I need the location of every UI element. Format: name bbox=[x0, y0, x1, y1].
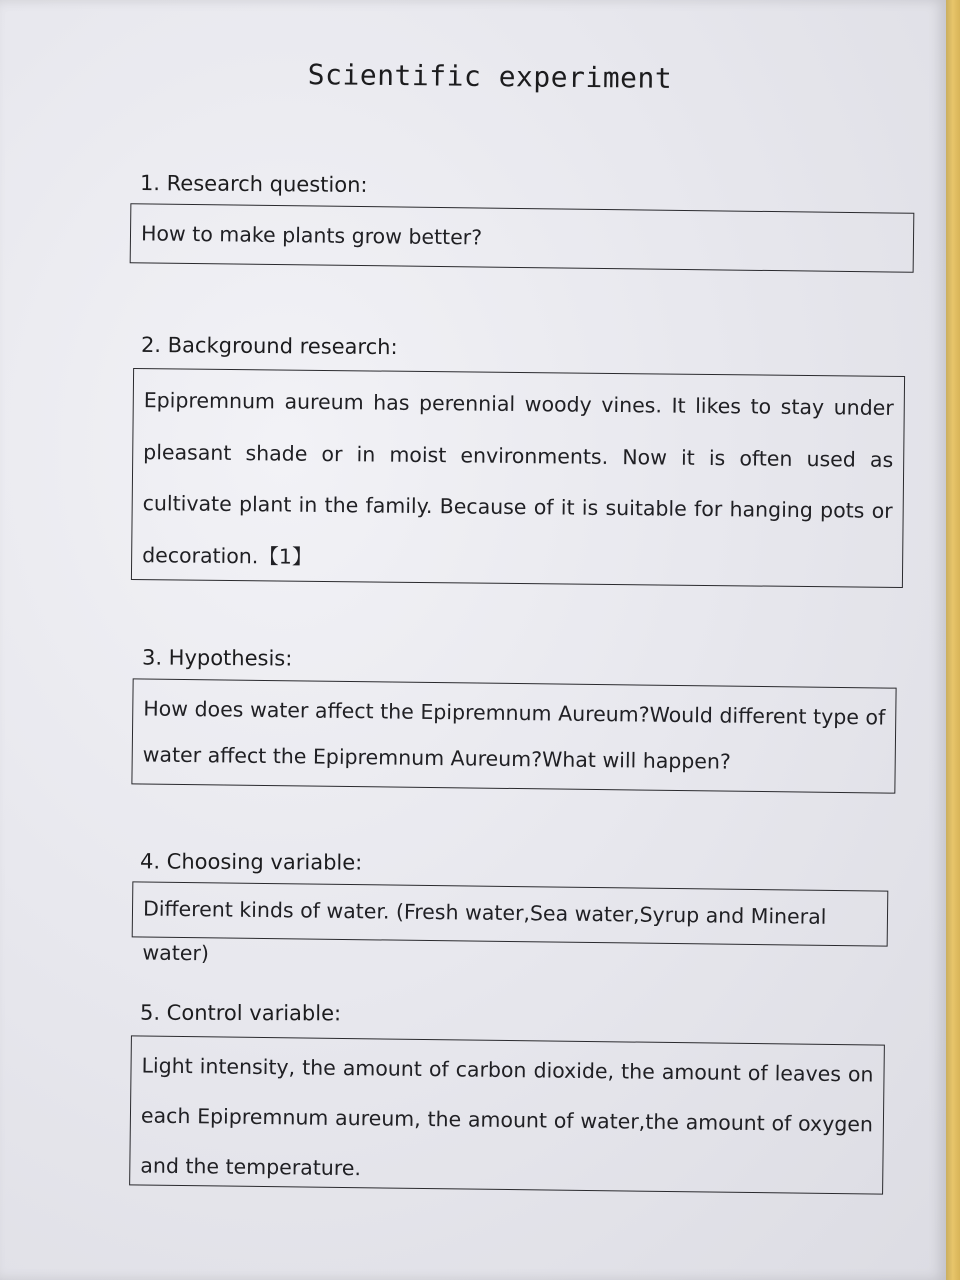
research-question-box bbox=[130, 203, 915, 273]
control-variable-box bbox=[129, 1035, 885, 1194]
control-variable-text: Light intensity, the amount of carbon dioxide, the amount of leaves on each Epipremnum aureum, the amount of water,the amount of oxygen and the temperature. bbox=[140, 1053, 874, 1181]
background-research-text: Epipremnum aureum has perennial woody vines. It likes to stay under pleasant shade or in moist environments. Now it is often used as cultivate plant in the family. Because of it is suitable for hanging pots or decoration.【1】 bbox=[142, 388, 894, 569]
hypothesis-text: How does water affect the Epipremnum Aureum?Would different type of water affect the Epipremnum Aureum?What will happen? bbox=[142, 696, 886, 774]
choosing-variable-text: Different kinds of water. (Fresh water,Sea water,Syrup and Mineral water) bbox=[142, 896, 827, 966]
choosing-variable-box bbox=[132, 881, 889, 966]
section-heading-choosing-variable: 4. Choosing variable: bbox=[139, 849, 363, 875]
background-research-box bbox=[131, 368, 905, 588]
section-heading-control-variable: 5. Control variable: bbox=[139, 1000, 342, 1026]
hypothesis-box bbox=[131, 678, 896, 793]
research-question-text: How to make plants grow better? bbox=[140, 221, 483, 250]
section-heading-background-research: 2. Background research: bbox=[140, 332, 398, 360]
document-title: Scientific experiment bbox=[307, 58, 673, 95]
section-heading-hypothesis: 3. Hypothesis: bbox=[141, 645, 293, 671]
section-heading-research-question: 1. Research question: bbox=[139, 171, 368, 197]
